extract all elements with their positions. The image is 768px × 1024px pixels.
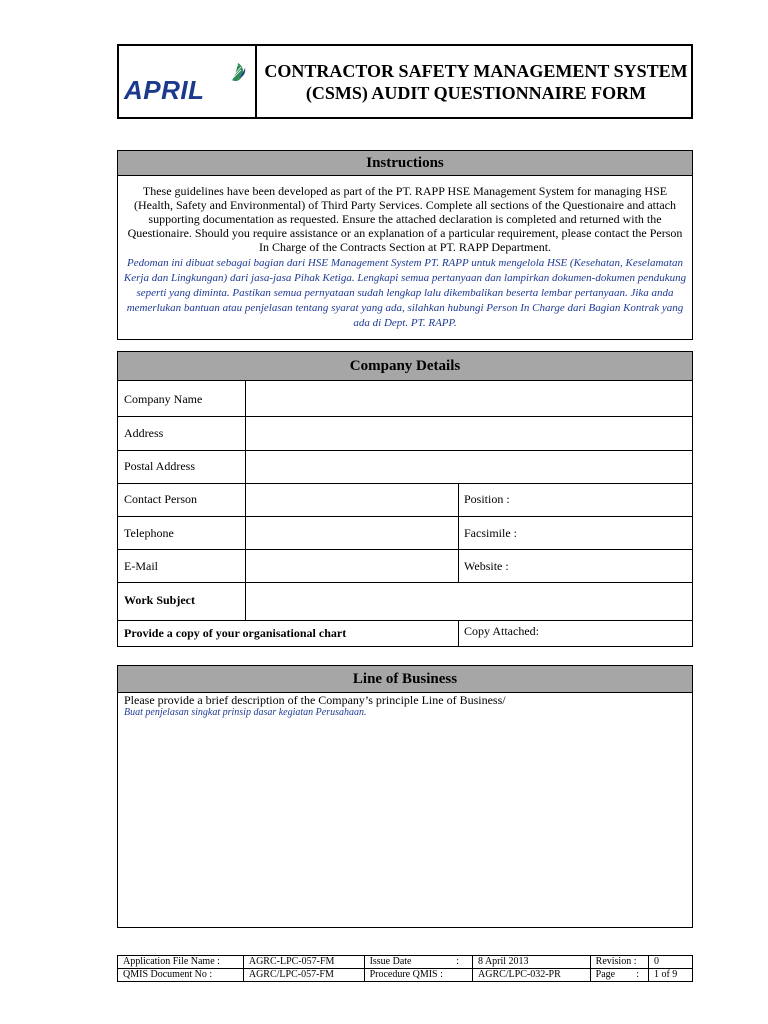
telephone-label: Telephone [124,526,174,540]
website-field[interactable] [528,549,692,582]
instructions-english: These guidelines have been developed as part of the PT. RAPP HSE Management System for managing HSE (Health, Safety and Environmental) of Third Party Services. Complete all sections of the Questionaire and attach supporting documentation as requested. Ensure the attached declaration is completed and returned with the Questionaire. Should you require assistance or an explanation of a particular requirement, please contact the Person In Charge of the Contracts Section at PT. RAPP Department. [127,184,683,254]
contact-person-label: Contact Person [124,492,197,506]
form-header [117,44,693,119]
form-title-line1: CONTRACTOR SAFETY MANAGEMENT SYSTEM [264,61,688,81]
position-field[interactable] [518,483,692,516]
copy-attached-field[interactable] [558,620,692,646]
email-label: E-Mail [124,559,158,573]
telephone-row [118,516,692,550]
footer-row [118,956,693,969]
line-of-business-english: Please provide a brief description of the Company’s principle Line of Business/ [124,693,506,707]
company-details-section [117,351,693,647]
logo-cell [119,46,257,117]
work-subject-row [118,582,692,621]
form-title [259,60,693,104]
qmis-value: AGRC/LPC-057-FM [243,969,364,982]
april-logo: APRIL [124,75,205,105]
issue-date-label: Issue Date : [364,956,472,969]
address-label: Address [124,426,164,440]
page-label: Page : [590,969,648,982]
postal-address-label: Postal Address [124,459,196,473]
revision-value: 0 [648,956,692,969]
page-colon: : [636,969,639,980]
copy-attached-label: Copy Attached: [464,624,539,638]
document-footer [117,955,693,982]
divider [458,483,459,516]
qmis-label: QMIS Document No : [118,969,244,982]
page-value: 1 of 9 [648,969,692,982]
contact-person-field[interactable] [246,483,458,516]
instructions-section [117,150,693,340]
line-of-business-field[interactable] [118,722,692,927]
divider [458,549,459,582]
line-of-business-heading: Line of Business [118,666,692,693]
issue-date-value: 8 April 2013 [473,956,591,969]
revision-label: Revision : [590,956,648,969]
postal-address-field[interactable] [246,450,692,483]
issue-date-colon: : [456,956,459,967]
org-chart-row [118,620,692,646]
telephone-field[interactable] [246,516,458,549]
facsimile-label: Facsimile : [464,526,517,540]
line-of-business-indonesian: Buat penjelasan singkat prinsip dasar kegiatan Perusahaan. [124,707,367,718]
app-file-label: Application File Name : [118,956,244,969]
instructions-heading: Instructions [118,151,692,176]
divider [458,516,459,549]
postal-address-row [118,450,692,484]
work-subject-label: Work Subject [124,593,196,607]
email-field[interactable] [246,549,458,582]
form-title-line2: (CSMS) AUDIT QUESTIONNAIRE FORM [305,83,647,103]
procedure-value: AGRC/LPC-032-PR [473,969,591,982]
instructions-indonesian: Pedoman ini dibuat sebagai bagian dari HSE Management System PT. RAPP untuk mengelola HSE (Kesehatan, Keselamatan Kerja dan Lingkungan) dari jasa-jasa Pihak Ketiga. Lengkapi semua pertanyaan dan lampirkan dokumen-dokumen pendukung seperti yang diminta. Pastikan semua pernyataan sudah lengkap lalu dikembalikan beserta lembar pertanyaan. Jika anda memerlukan bantuan atau penjelasan tentang syarat yang ada, silahkan hubungi Person In Charge dari Bagian Kontrak yang ada di Dept. PT. RAPP. [123,257,687,329]
position-label: Position : [464,492,510,506]
email-row [118,549,692,583]
company-name-row [118,381,692,417]
april-leaf-icon [229,62,247,84]
app-file-value: AGRC-LPC-057-FM [243,956,364,969]
facsimile-field[interactable] [528,516,692,549]
company-name-label: Company Name [124,392,203,406]
org-chart-label: Provide a copy of your organisational chart [124,626,347,640]
company-name-field[interactable] [246,381,692,416]
address-row [118,416,692,451]
contact-person-row [118,483,692,517]
company-details-heading: Company Details [118,352,692,381]
footer-row [118,969,693,982]
procedure-label: Procedure QMIS : [364,969,472,982]
website-label: Website : [464,559,509,573]
address-field[interactable] [246,416,692,450]
work-subject-field[interactable] [246,582,692,620]
line-of-business-section [117,665,693,928]
divider [458,620,459,646]
